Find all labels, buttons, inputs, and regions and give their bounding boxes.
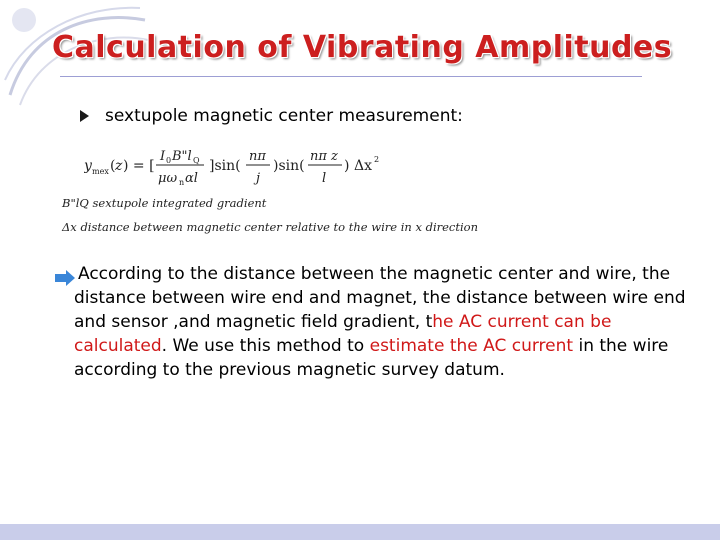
svg-text:2: 2 <box>374 155 380 164</box>
formula-image <box>84 142 354 188</box>
svg-text:z: z <box>115 158 123 174</box>
svg-text:I: I <box>160 149 166 164</box>
svg-text:j: j <box>256 171 261 186</box>
svg-text:μω: μω <box>158 171 178 186</box>
svg-text:(: ( <box>110 158 116 174</box>
svg-text:)sin(: )sin( <box>273 158 305 174</box>
svg-text:Q: Q <box>193 156 200 165</box>
paragraph-highlight-1: he AC current can be calculated <box>74 312 612 356</box>
bullet-item <box>80 106 463 126</box>
svg-text:αl: αl <box>185 171 198 186</box>
svg-text:n: n <box>179 178 185 187</box>
body-paragraph <box>74 262 694 382</box>
title-rule <box>60 76 642 77</box>
formula-tail <box>354 150 414 180</box>
svg-text:Δx: Δx <box>354 158 373 174</box>
svg-text:mex: mex <box>92 167 109 176</box>
svg-text:]sin(: ]sin( <box>209 158 241 174</box>
definition-gradient: B"lQ sextupole integrated gradient <box>62 196 267 210</box>
slide-title: Calculation of Vibrating Amplitudes <box>52 30 673 65</box>
arrow-bullet-icon <box>80 110 89 122</box>
paragraph-text-1: According to the distance between the magnetic center and <box>78 264 591 284</box>
paragraph-text-4: in the wire according to the previous magnetic survey datum. <box>74 336 669 380</box>
svg-text:) = [: ) = [ <box>123 158 155 174</box>
svg-text:nπ: nπ <box>249 149 266 164</box>
svg-text:0: 0 <box>166 156 172 165</box>
paragraph-highlight-2: estimate the AC current <box>369 336 574 356</box>
arrow-right-icon <box>54 270 76 286</box>
svg-text:l: l <box>322 171 327 186</box>
svg-text:y: y <box>84 158 92 174</box>
paragraph-text-3: . We use this method to <box>161 336 370 356</box>
definition-delta-x: Δx distance between magnetic center relative to the wire in x direction <box>62 220 478 234</box>
svg-text:): ) <box>344 158 350 174</box>
paragraph-text-2: wire, the distance between wire end and magnet, the distance between wire end and sensor ,and magnetic field gradient, t <box>74 264 686 332</box>
svg-text:nπ z: nπ z <box>310 149 338 164</box>
bullet-text: sextupole magnetic center measurement: <box>105 106 463 126</box>
footer-bar <box>0 524 720 540</box>
svg-text:B"l: B"l <box>172 149 192 164</box>
